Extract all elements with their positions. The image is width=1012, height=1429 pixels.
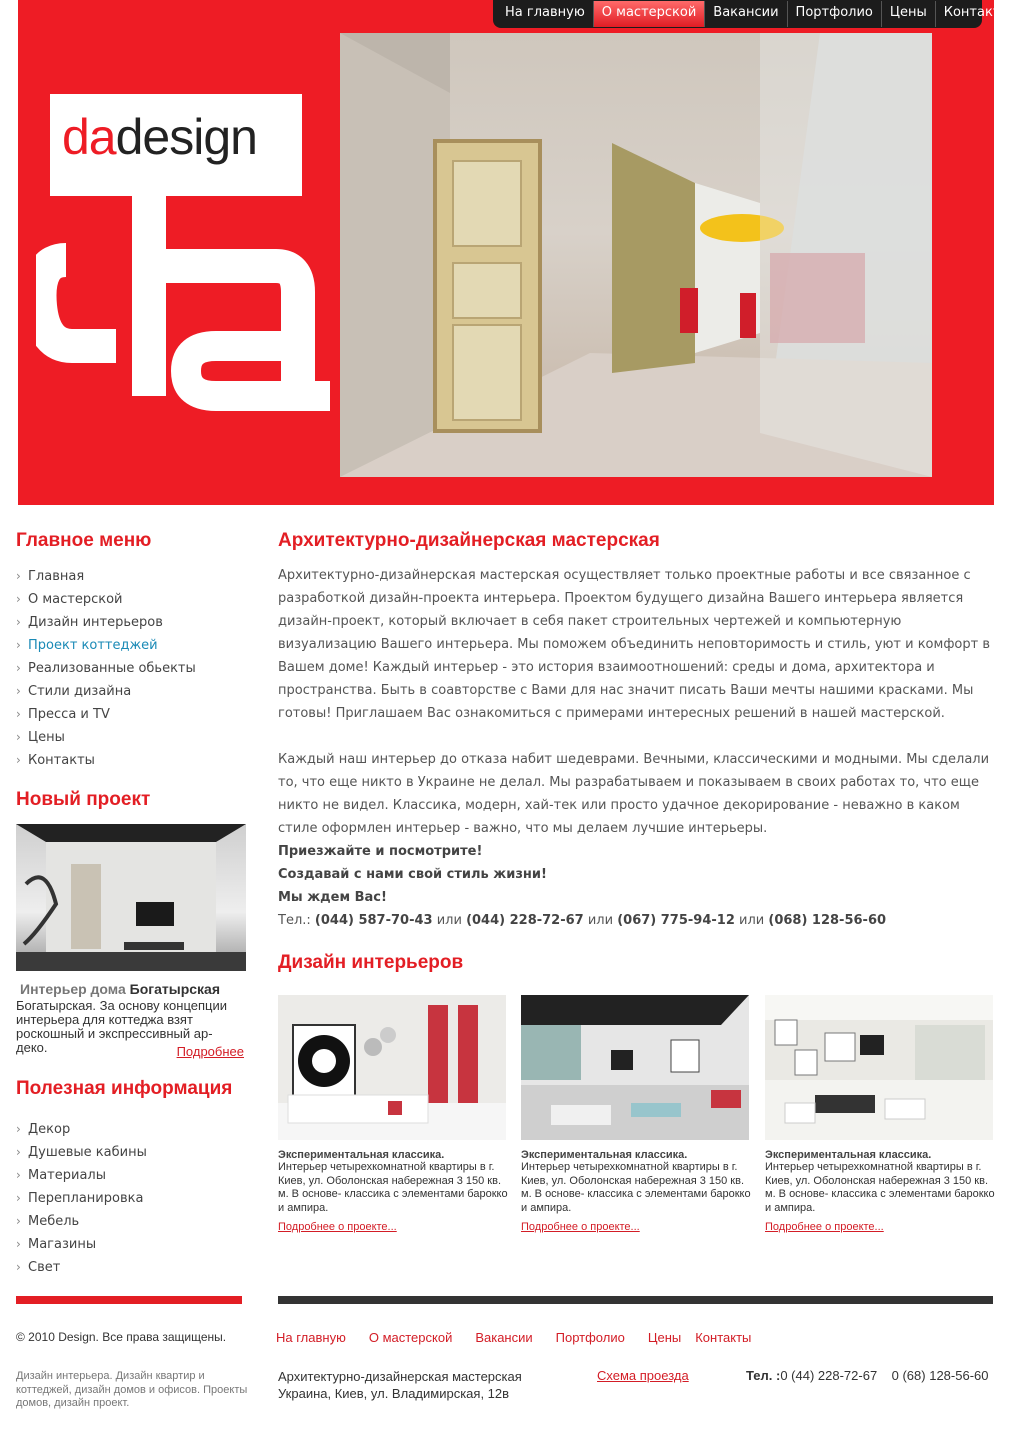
- main-content: [278, 530, 998, 974]
- menu-item-home[interactable]: › Главная: [16, 565, 244, 588]
- menu-item-completed-objects[interactable]: › Реализованные обьекты: [16, 657, 244, 680]
- menu-item-cottage-project[interactable]: › Проект коттеджей: [16, 634, 244, 657]
- seo-text: Дизайн интерьера. Дизайн квартир и коттеджей, дизайн домов и офисов. Проекты домов, дизайн проект.: [16, 1370, 248, 1409]
- useful-menu: [16, 1118, 244, 1279]
- project-card-title: Экспериментальная классика.: [765, 1149, 932, 1161]
- footer-address-line-1: Архитектурно-дизайнерская мастерская: [278, 1369, 522, 1384]
- footer-divider-dark: [278, 1296, 993, 1304]
- useful-info-title: Полезная информация: [16, 1078, 233, 1099]
- callout-line-3: Мы ждем Вас!: [278, 890, 387, 905]
- project-card: [278, 995, 508, 1234]
- useful-item-replanning[interactable]: › Перепланировка: [16, 1187, 244, 1210]
- menu-item-interior-design[interactable]: › Дизайн интерьеров: [16, 611, 244, 634]
- new-project-description: Богатырская. За основу концепции интерьера для коттеджа взят роскошный и экспрессивный ар-деко.: [16, 998, 228, 1055]
- project-card: [521, 995, 751, 1234]
- second-paragraph: Каждый наш интерьер до отказа набит шедеврами. Вечными, классическими и модными. Мы сделали то, что еще никто в Украине не делал. Мы разрабатываем и показываем в своих работах то, что еще никто не видел. Классика, модерн, хай-тек или просто удачное декорирование - неважно в каком стиле оформлен интерьер - важно, что мы делаем лучшие интерьеры.: [278, 752, 990, 836]
- menu-item-about[interactable]: › О мастерской: [16, 588, 244, 611]
- project-card-description: Интерьер четырехкомнатной квартиры в г. Киев, ул. Оболонская набережная 3 150 кв. м. В основе- классика с элементами барокко и ампира.: [278, 1161, 508, 1214]
- new-project-title-text: Интерьер дома Богатырская: [20, 981, 220, 997]
- menu-item-press-tv[interactable]: › Пресса и TV: [16, 703, 244, 726]
- footer-nav-about[interactable]: О мастерской: [368, 1330, 453, 1345]
- footer-divider-red: [16, 1296, 242, 1304]
- hero-interior-image: [340, 33, 932, 477]
- project-card-image[interactable]: [278, 995, 506, 1140]
- project-card-more-link[interactable]: Подробнее о проекте...: [521, 1221, 640, 1233]
- nav-home[interactable]: На главную: [497, 1, 594, 27]
- new-project-image[interactable]: [16, 824, 246, 971]
- project-card-more-link[interactable]: Подробнее о проекте...: [765, 1221, 884, 1233]
- nav-prices[interactable]: Цены: [882, 1, 936, 27]
- new-project-title: Новый проект: [16, 789, 151, 810]
- nav-portfolio[interactable]: Портфолио: [788, 1, 882, 27]
- project-card-more-link[interactable]: Подробнее о проекте...: [278, 1221, 397, 1233]
- page-title: Архитектурно-дизайнерская мастерская: [278, 530, 660, 551]
- useful-item-materials[interactable]: › Материалы: [16, 1164, 244, 1187]
- main-menu: [16, 565, 244, 772]
- useful-item-shower[interactable]: › Душевые кабины: [16, 1141, 244, 1164]
- footer-phones: Тел. :0 (44) 228-72-67 0 (68) 128-56-60: [746, 1368, 989, 1383]
- phone-numbers: Тел.: (044) 587-70-43 или (044) 228-72-67 или (067) 775-94-12 или (068) 128-56-60: [278, 913, 887, 928]
- intro-paragraph: Архитектурно-дизайнерская мастерская осуществляет только проектные работы и все связанное с разработкой дизайн-проекта интерьера. Проектом будущего дизайна Вашего интерьера является дизайн-проект, который включает в себя пакет строительных чертежей и компьютерную визуализацию Вашего интерьера. Мы поможем объединить неповторимость и стиль, уют и комфорт в Вашем доме! Каждый интерьер - это история взаимоотношений: среды и дома, архитектора и пространства. Быть в соавторстве с Вами для нас значит писать Ваши мечты нашими красками. Мы готовы! Приглашаем Вас ознакомиться с примерами интересных решений в нашей мастерской.: [278, 568, 991, 721]
- footer-address: [278, 1368, 522, 1402]
- project-card-image[interactable]: [765, 995, 993, 1140]
- top-navigation: [493, 0, 1011, 28]
- useful-item-decor[interactable]: › Декор: [16, 1118, 244, 1141]
- project-card-title: Экспериментальная классика.: [521, 1149, 688, 1161]
- copyright: © 2010 Design. Все права защищены.: [16, 1330, 227, 1344]
- directions-map-link[interactable]: Схема проезда: [597, 1368, 689, 1383]
- left-sidebar: [16, 530, 244, 1279]
- project-card-description: Интерьер четырехкомнатной квартиры в г. Киев, ул. Оболонская набережная 3 150 кв. м. В основе- классика с элементами барокко и ампира.: [765, 1161, 995, 1214]
- logo-mark-graphic: [36, 196, 336, 416]
- project-card-title: Экспериментальная классика.: [278, 1149, 445, 1161]
- useful-item-shops[interactable]: › Магазины: [16, 1233, 244, 1256]
- footer-nav-vacancies[interactable]: Вакансии: [475, 1330, 533, 1345]
- nav-about[interactable]: О мастерской: [594, 1, 706, 27]
- interior-design-title: Дизайн интерьеров: [278, 952, 464, 973]
- footer-nav-prices[interactable]: Цены: [647, 1330, 682, 1345]
- useful-item-light[interactable]: › Свет: [16, 1256, 244, 1279]
- callout-line-1: Приезжайте и посмотрите!: [278, 844, 483, 859]
- menu-item-prices[interactable]: › Цены: [16, 726, 244, 749]
- menu-item-design-styles[interactable]: › Стили дизайна: [16, 680, 244, 703]
- logo-text: dadesign: [62, 109, 257, 165]
- logo[interactable]: [50, 94, 302, 196]
- footer-nav-portfolio[interactable]: Портфолио: [555, 1330, 625, 1345]
- project-card-image[interactable]: [521, 995, 749, 1140]
- footer-nav-contacts[interactable]: Контакты: [695, 1330, 752, 1345]
- project-card-description: Интерьер четырехкомнатной квартиры в г. Киев, ул. Оболонская набережная 3 150 кв. м. В основе- классика с элементами барокко и ампира.: [521, 1161, 751, 1214]
- main-menu-title: Главное меню: [16, 530, 152, 551]
- footer-nav-home[interactable]: На главную: [276, 1330, 346, 1345]
- footer-address-line-2: Украина, Киев, ул. Владимирская, 12в: [278, 1386, 510, 1401]
- footer-navigation: [276, 1330, 774, 1345]
- callout-line-2: Создавай с нами свой стиль жизни!: [278, 867, 547, 882]
- new-project-more-link[interactable]: Подробнее: [176, 1044, 244, 1059]
- menu-item-contacts[interactable]: › Контакты: [16, 749, 244, 772]
- useful-item-furniture[interactable]: › Мебель: [16, 1210, 244, 1233]
- nav-contacts[interactable]: Контакты: [943, 5, 1011, 20]
- project-card: [765, 995, 995, 1234]
- nav-vacancies[interactable]: Вакансии: [705, 1, 787, 27]
